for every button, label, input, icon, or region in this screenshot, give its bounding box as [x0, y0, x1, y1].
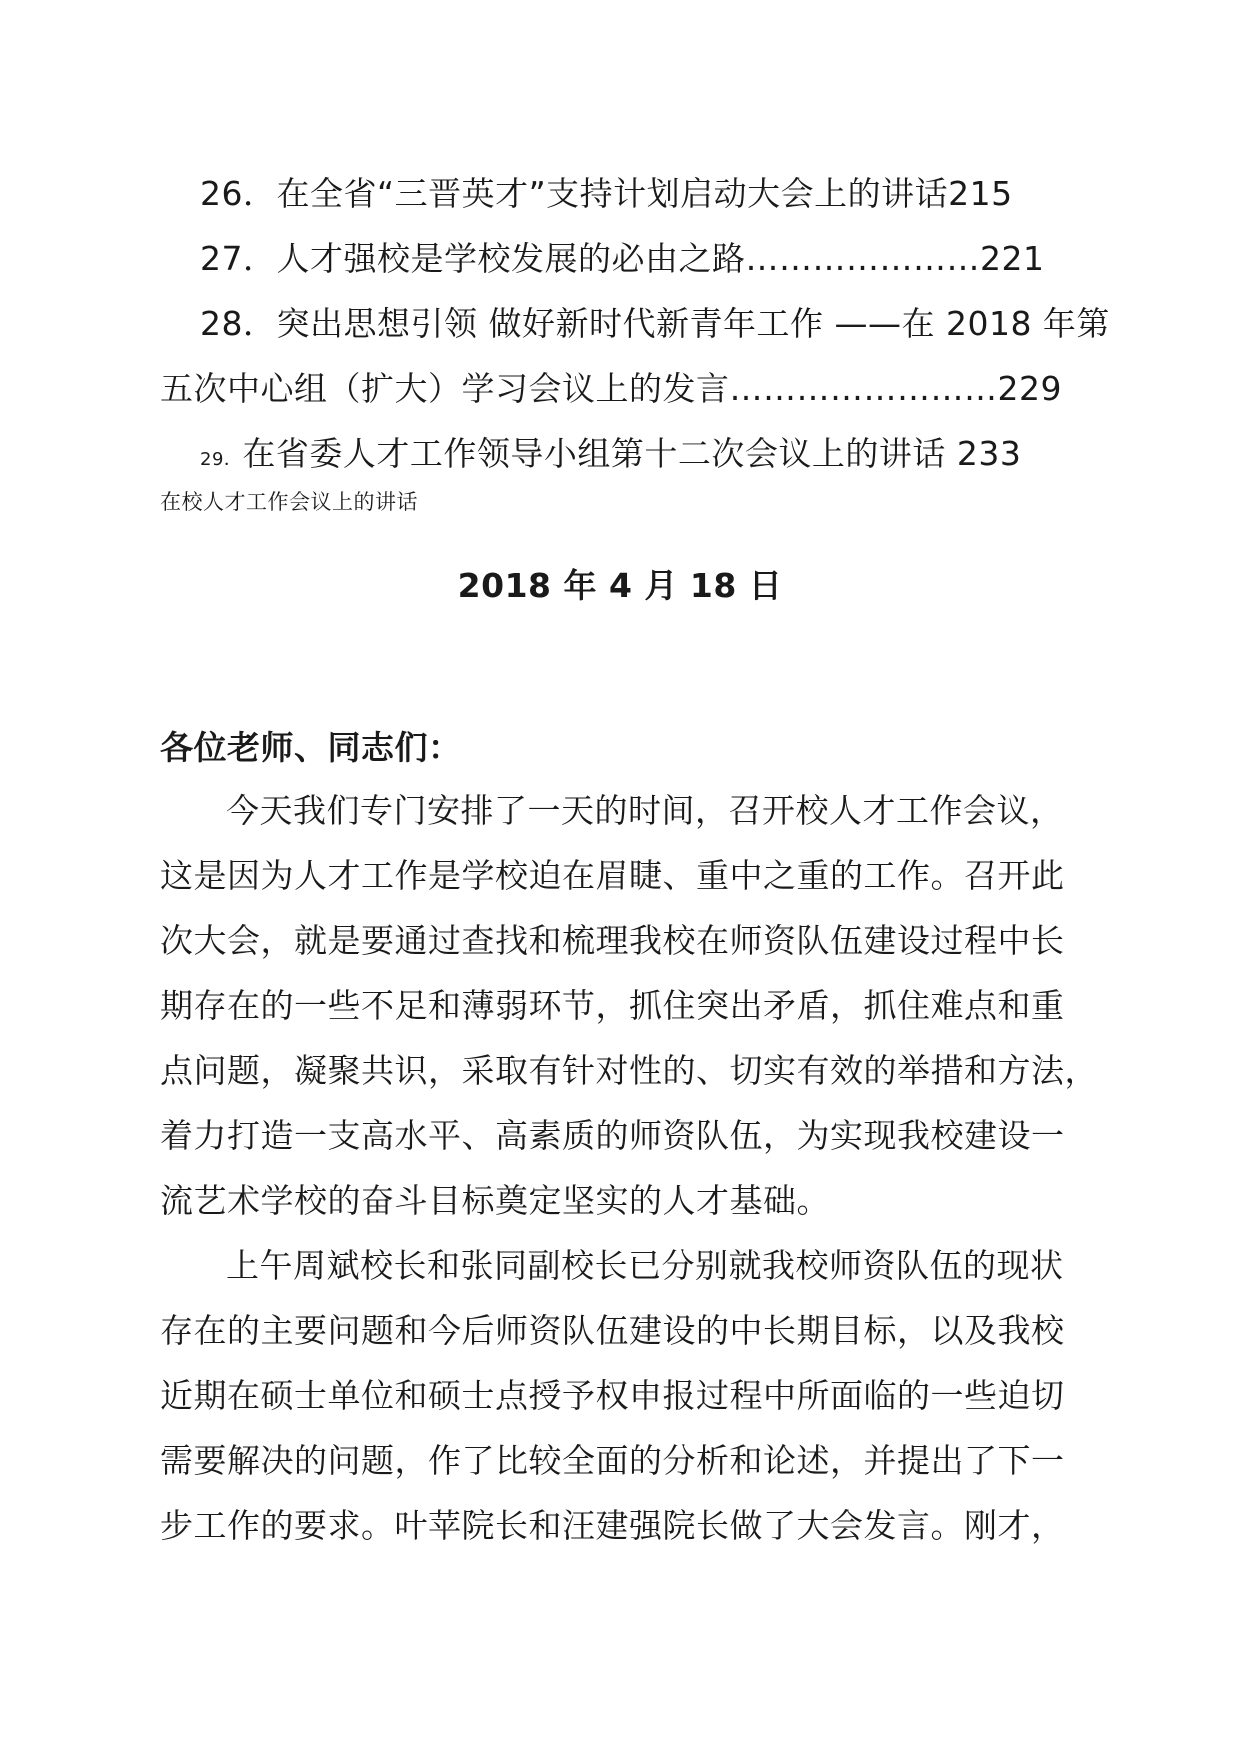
toc-item-28-line2: 五次中心组（扩大）学习会议上的发言……………………229	[160, 369, 1062, 408]
paragraph-line: 着力打造一支高水平、高素质的师资队伍，为实现我校建设一	[160, 1116, 1065, 1155]
paragraph-line: 这是因为人才工作是学校迫在眉睫、重中之重的工作。召开此	[160, 856, 1065, 895]
toc-item-29	[200, 434, 1021, 480]
paragraph-line: 上午周斌校长和张同副校长已分别就我校师资队伍的现状	[226, 1246, 1064, 1285]
toc-item-29-title: 在省委人才工作领导小组第十二次会议上的讲话 233	[242, 434, 1022, 473]
paragraph-line: 需要解决的问题，作了比较全面的分析和论述，并提出了下一	[160, 1441, 1065, 1480]
paragraph-line: 期存在的一些不足和薄弱环节，抓住突出矛盾，抓住难点和重	[160, 986, 1065, 1025]
toc-item-29-number: 29．	[200, 449, 243, 470]
paragraph-line: 步工作的要求。叶苹院长和汪建强院长做了大会发言。刚才，	[160, 1506, 1065, 1545]
speech-date: 2018 年 4 月 18 日	[457, 566, 783, 605]
paragraph-line: 流艺术学校的奋斗目标奠定坚实的人才基础。	[160, 1181, 830, 1220]
toc-item-26: 26．在全省“三晋英才”支持计划启动大会上的讲话215	[200, 174, 1013, 213]
paragraph-line: 点问题，凝聚共识，采取有针对性的、切实有效的举措和方法，	[160, 1051, 1098, 1090]
paragraph-line: 近期在硕士单位和硕士点授予权申报过程中所面临的一些迫切	[160, 1376, 1065, 1415]
speech-title: 在校人才工作会议上的讲话	[160, 490, 418, 514]
toc-item-27: 27．人才强校是学校发展的必由之路…………………221	[200, 239, 1045, 278]
toc-item-28-line1: 28．突出思想引领 做好新时代新青年工作 ——在 2018 年第	[200, 304, 1110, 343]
paragraph-line: 次大会，就是要通过查找和梳理我校在师资队伍建设过程中长	[160, 921, 1065, 960]
paragraph-line: 今天我们专门安排了一天的时间，召开校人才工作会议，	[226, 791, 1064, 830]
salutation: 各位老师、同志们：	[160, 728, 462, 767]
paragraph-line: 存在的主要问题和今后师资队伍建设的中长期目标，以及我校	[160, 1311, 1065, 1350]
